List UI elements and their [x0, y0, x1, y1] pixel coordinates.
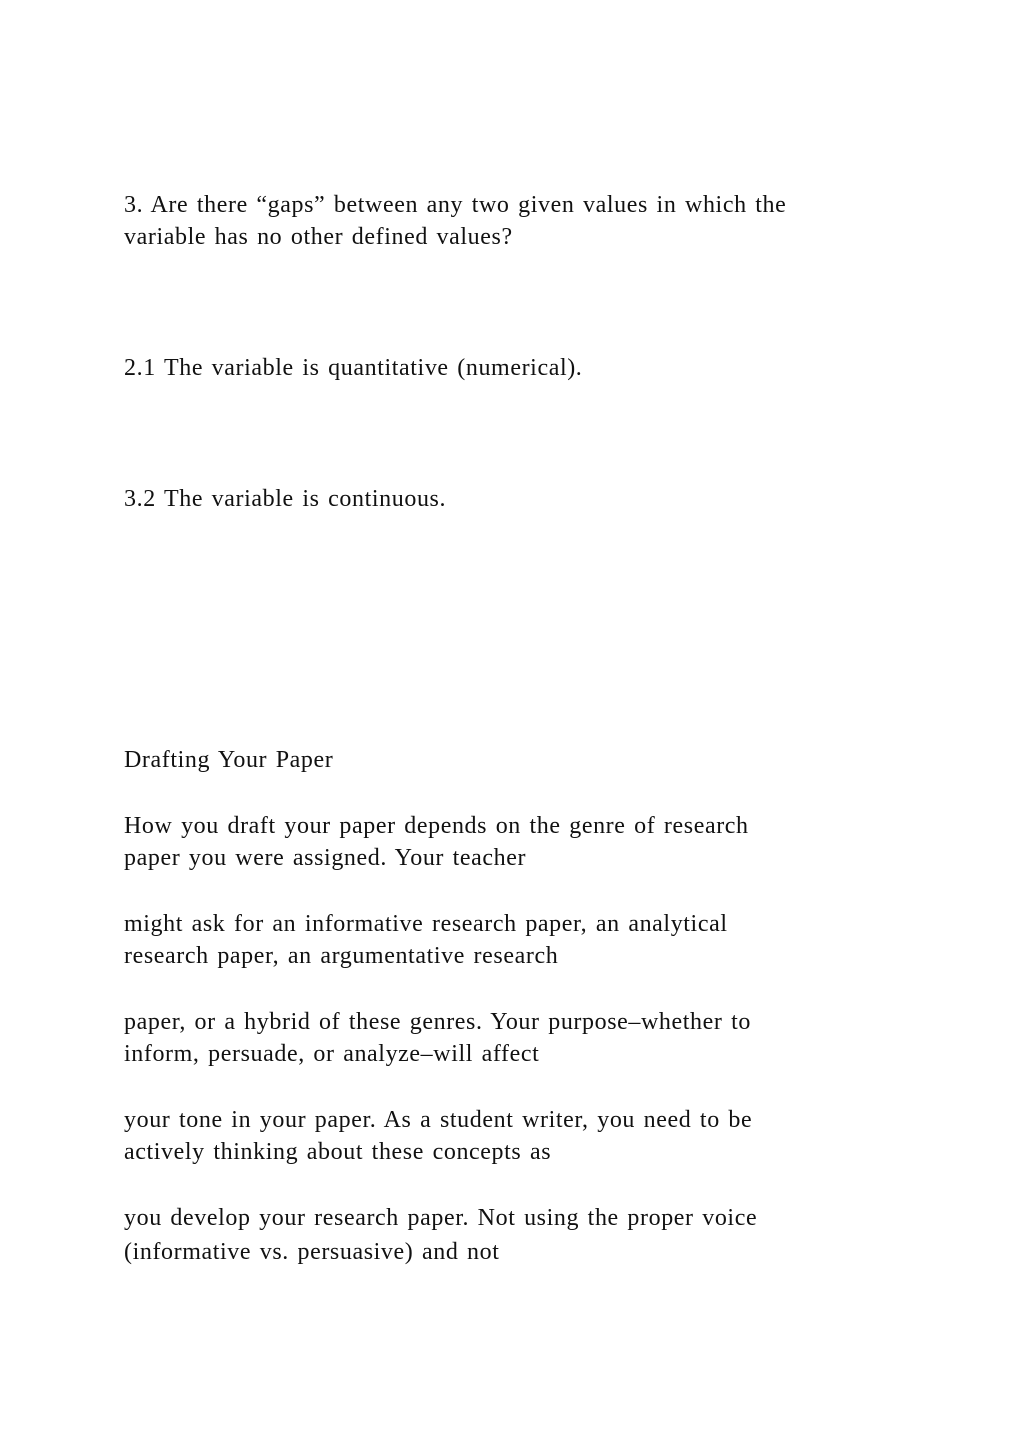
answer-3-2: 3.2 The variable is continuous.: [124, 486, 447, 512]
paragraph-1-line-1: How you draft your paper depends on the genre of research: [124, 813, 749, 839]
paragraph-5-line-2: (informative vs. persuasive) and not: [124, 1239, 500, 1265]
paragraph-5-line-1: you develop your research paper. Not using the proper voice: [124, 1205, 758, 1231]
paragraph-4-line-1: your tone in your paper. As a student writer, you need to be: [124, 1107, 753, 1133]
paragraph-3-line-2: inform, persuade, or analyze–will affect: [124, 1041, 540, 1067]
question-3-line-2: variable has no other defined values?: [124, 224, 513, 250]
paragraph-3-line-1: paper, or a hybrid of these genres. Your purpose–whether to: [124, 1009, 751, 1035]
paragraph-2-line-1: might ask for an informative research paper, an analytical: [124, 911, 728, 937]
paragraph-1-line-2: paper you were assigned. Your teacher: [124, 845, 527, 871]
paragraph-4-line-2: actively thinking about these concepts as: [124, 1139, 552, 1165]
paragraph-2-line-2: research paper, an argumentative research: [124, 943, 559, 969]
section-heading: Drafting Your Paper: [124, 747, 334, 773]
question-3-line-1: 3. Are there “gaps” between any two given values in which the: [124, 192, 787, 218]
answer-2-1: 2.1 The variable is quantitative (numerical).: [124, 355, 583, 381]
